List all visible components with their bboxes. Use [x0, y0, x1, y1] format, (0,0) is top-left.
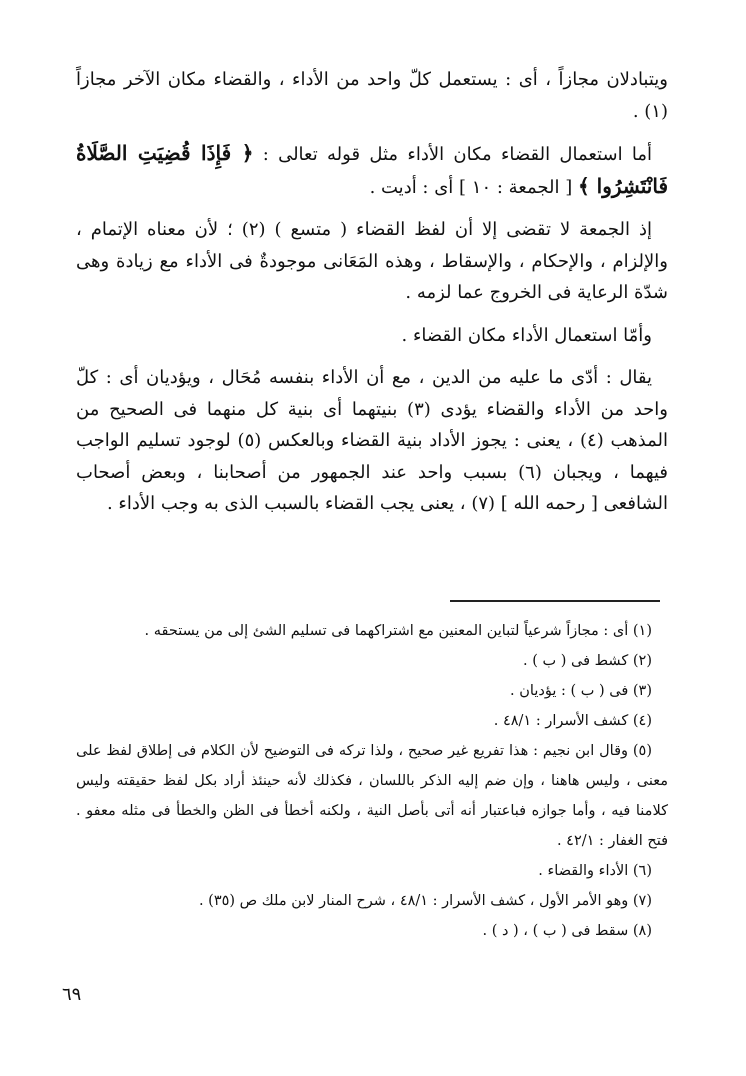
footnote-separator: [450, 600, 660, 602]
footnote-8: (٨) سقط فى ( ب ) ، ( د ) .: [482, 923, 652, 939]
paragraph-qada-for-ada: [76, 138, 668, 203]
paragraph-qada-for-ada-text: أما استعمال القضاء مكان الأداء مثل قوله تعالى :: [262, 144, 652, 165]
page-number: ٦٩: [62, 984, 82, 1005]
quran-verse: ﴿ فَإِذَا قُضِيَتِ الصَّلَاةُ فَانْتَشِرُوا ﴾: [76, 141, 668, 198]
footnote-7: (٧) وهو الأمر الأول ، كشف الأسرار : ٤٨/١ ، شرح المنار لابن ملك ص (٣٥) .: [198, 893, 652, 909]
footnote-1: (١) أى : مجازاً شرعياً لتباين المعنين مع اشتراكهما فى تسليم الشئ إلى من يستحقه .: [144, 623, 652, 639]
footnotes: [76, 616, 668, 946]
footnote-2: (٢) كشط فى ( ب ) .: [523, 653, 652, 669]
paragraph-yuqal: يقال : أدّى ما عليه من الدين ، مع أن الأداء بنفسه مُحَال ، ويؤديان أى : كلّ واحد من الأداء والقضاء يؤدى (٣) بنيتهما أى بنية كل منهما فى الصحيح من المذهب (٤) ، يعنى : يجوز الأداد بنية القضاء وبالعكس (٥) لوجود تسليم الواجب فيهما ، ويجبان (٦) بسبب واحد عند الجمهور من أصحابنا ، وبعض أصحاب الشافعى [ رحمه الله ] (٧) ، يعنى يجب القضاء بالسبب الذى به وجب الأداء .: [76, 367, 668, 514]
footnote-5: (٥) وقال ابن نجيم : هذا تفريع غير صحيح ، ولذا تركه فى التوضيح لأن الكلام فى إطلاق لفظ على معنى ، وليس هاهنا ، وإن ضم إليه الذكر باللسان ، فكذلك لأنه حينئذ أراد بكل لفظ حقيقته وليس كلامنا فيه ، وأما جوازه فباعتبار أنه أتى بأصل النية ، ولكنه أخطأ فى الظن والخطأ فى مثله معفو . فتح الغفار : ٤٢/١ .: [76, 743, 668, 849]
footnote-4: (٤) كشف الأسرار : ٤٨/١ .: [493, 713, 652, 729]
footnote-6: (٦) الأداء والقضاء .: [538, 863, 652, 879]
paragraph-ada-for-qada: وأمّا استعمال الأداء مكان القضاء .: [401, 324, 652, 346]
main-text-body: [76, 64, 668, 531]
verse-reference: [ الجمعة : ١٠ ] أى : أديت .: [369, 176, 573, 198]
paragraph-jumuah: إذ الجمعة لا تقضى إلا أن لفظ القضاء ( متسع ) (٢) ؛ لأن معناه الإتمام ، والإلزام ، والإحكام ، والإسقاط ، وهذه المَعَانى موجودةٌ فى الأداء مع زيادة وهى شدّة الرعاية فى الخروج عما لزمه .: [76, 219, 668, 303]
footnote-3: (٣) فى ( ب ) : يؤديان .: [510, 683, 652, 699]
paragraph-mutual-use: ويتبادلان مجازاً ، أى : يستعمل كلّ واحد من الأداء ، والقضاء مكان الآخر مجازاً (١) .: [76, 69, 668, 122]
